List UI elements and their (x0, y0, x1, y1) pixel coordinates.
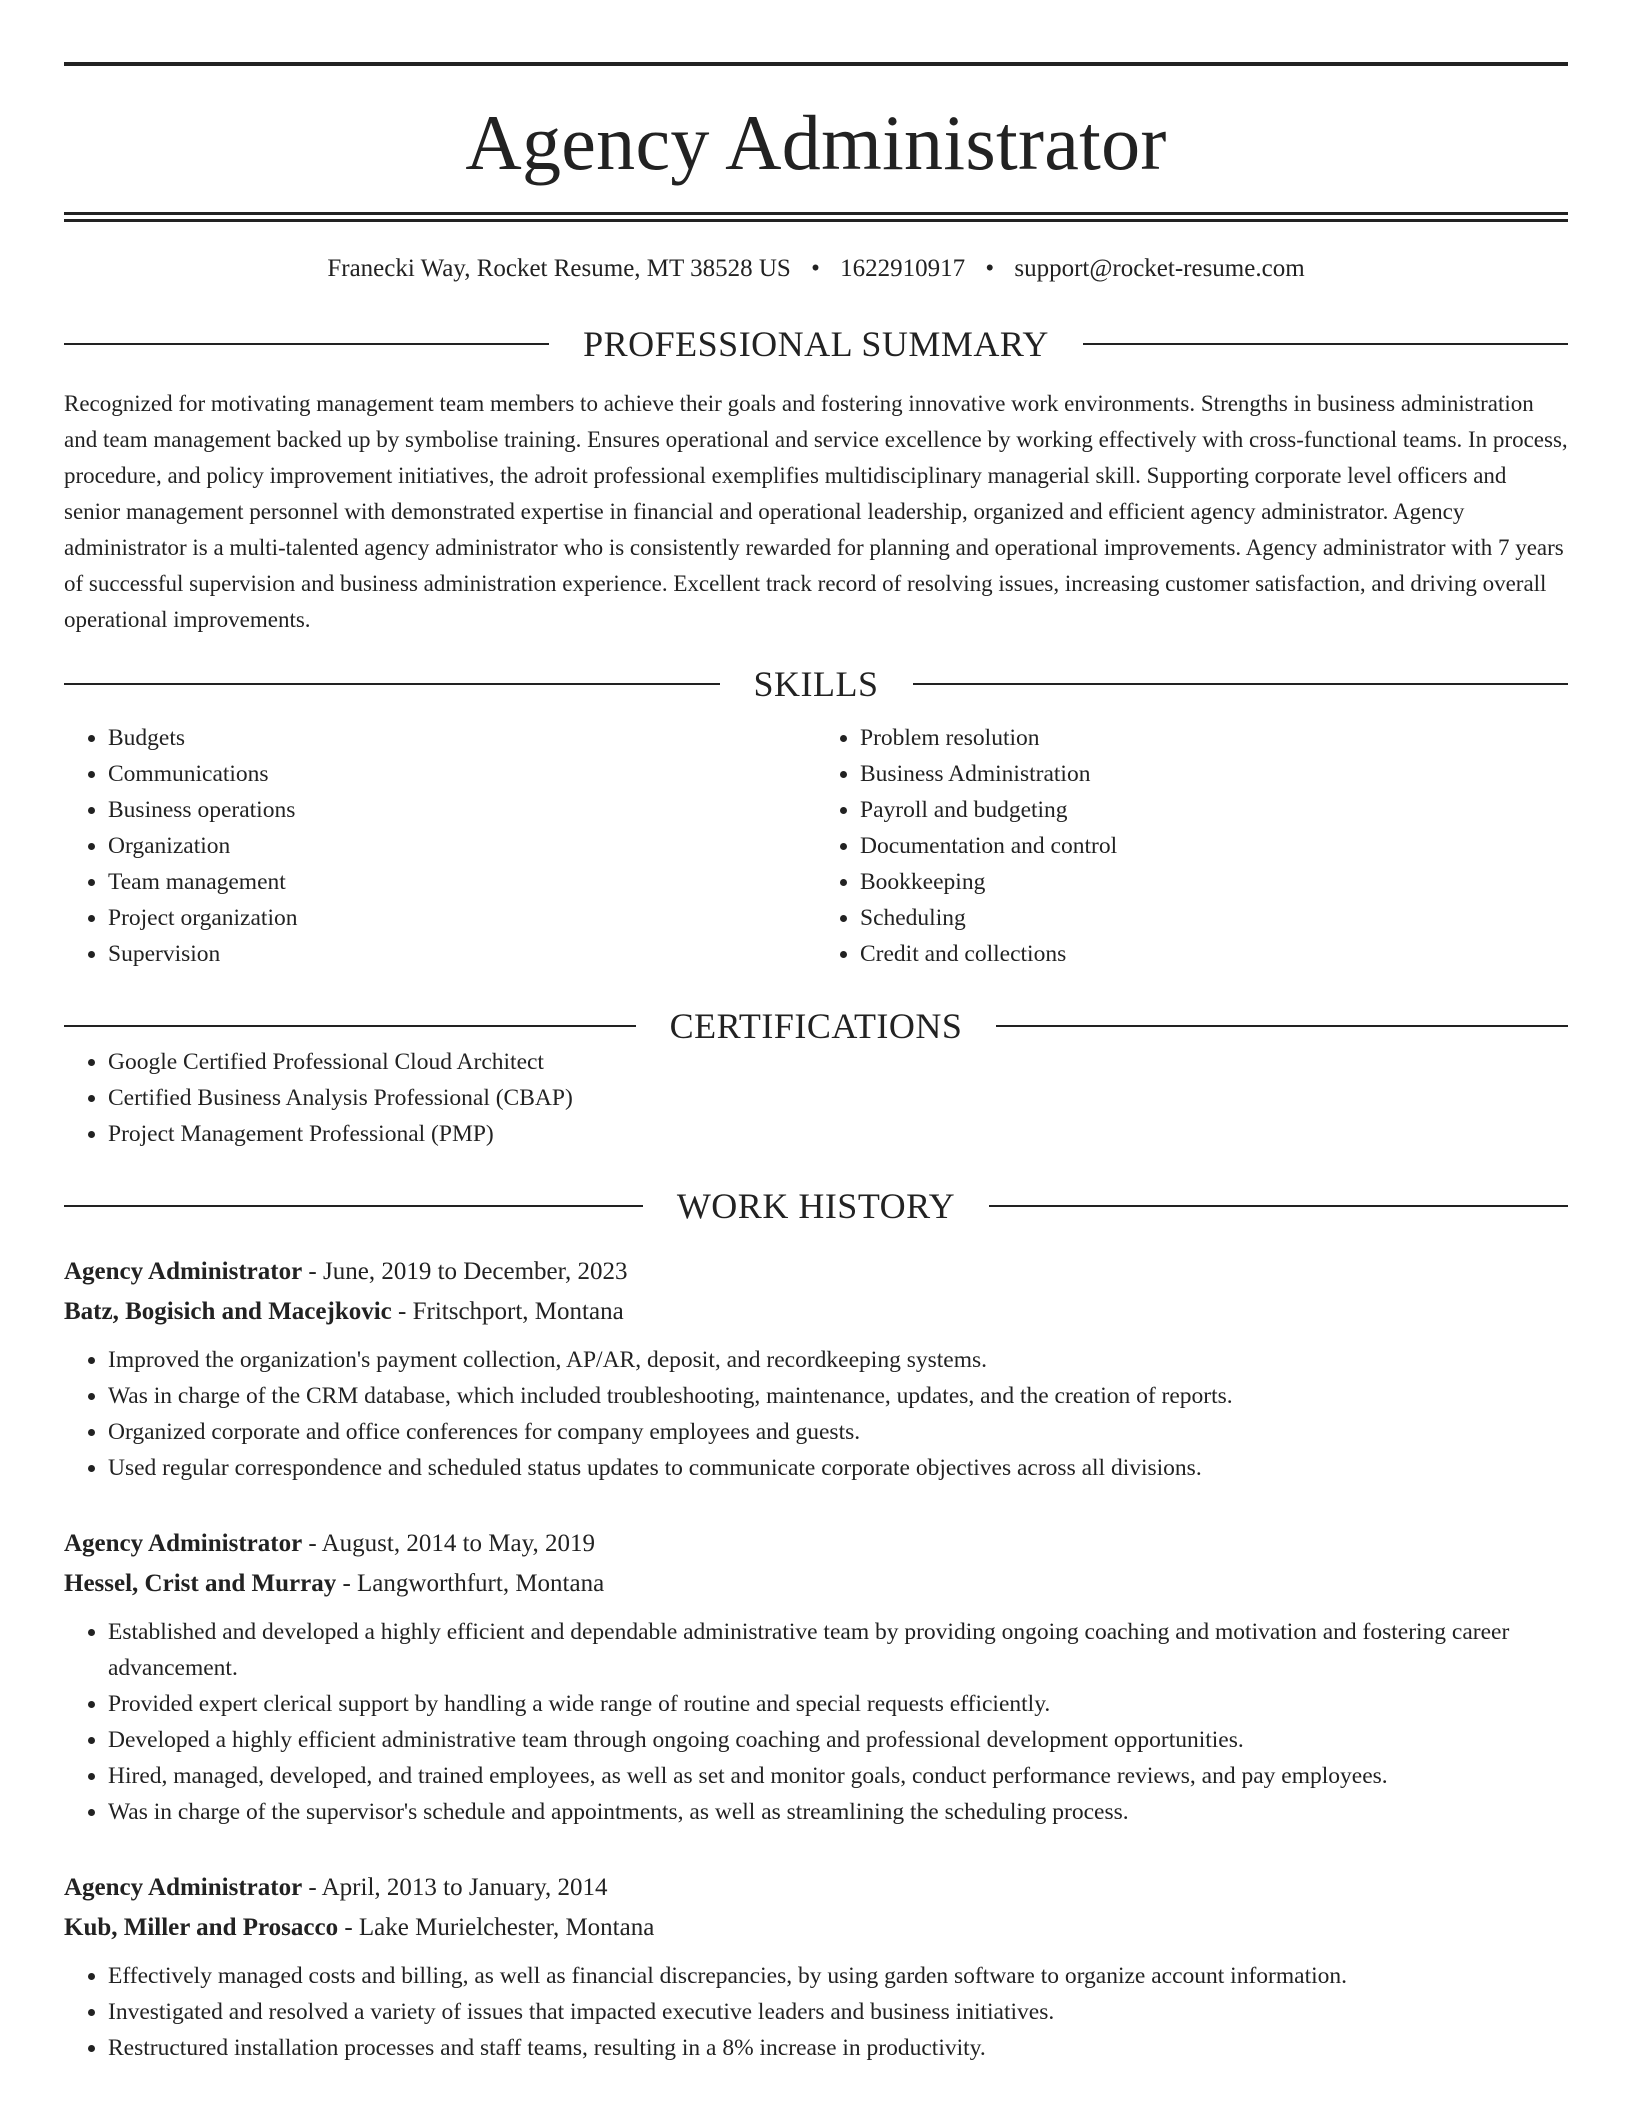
work-history-title: WORK HISTORY (676, 1186, 956, 1226)
contact-line (64, 254, 1568, 284)
job-role: Agency Administrator (64, 1530, 303, 1557)
job-bullet: • Established and developed a highly efficient and dependable administrative team by providing ongoing coaching and motivation and fostering career advancement. (108, 1614, 1568, 1686)
skills-list-right (816, 720, 1568, 972)
job-role: Agency Administrator (64, 1874, 303, 1901)
resume-name: Agency Administrator (465, 99, 1167, 186)
skill-item: • Payroll and budgeting (860, 792, 1568, 828)
top-rule (64, 62, 1568, 66)
contact-phone: 1622910917 (840, 255, 966, 282)
job-dates: - August, 2014 to May, 2019 (302, 1530, 595, 1557)
job-bullets (64, 1614, 1568, 1830)
heading-rule (996, 1025, 1568, 1027)
contact-separator: • (811, 255, 820, 282)
job-bullets (64, 1958, 1568, 2066)
job-company-line (64, 1908, 1568, 1948)
job-dates: - June, 2019 to December, 2023 (302, 1258, 628, 1285)
job-bullets (64, 1342, 1568, 1486)
skills-title: SKILLS (753, 664, 879, 704)
work-history-heading (64, 1188, 1568, 1224)
certification-item: • Project Management Professional (PMP) (108, 1116, 1568, 1152)
heading-rule (64, 343, 549, 345)
job-bullet: • Was in charge of the supervisor's schedule and appointments, as well as streamlining the scheduling process. (108, 1794, 1568, 1830)
contact-email: support@rocket-resume.com (1014, 255, 1305, 282)
job-bullet: • Was in charge of the CRM database, which included troubleshooting, maintenance, updates, and the creation of reports. (108, 1378, 1568, 1414)
contact-separator: • (985, 255, 995, 282)
certifications-list (64, 1044, 1568, 1152)
job-bullet: • Provided expert clerical support by handling a wide range of routine and special requests efficiently. (108, 1686, 1568, 1722)
job-bullet: • Developed a highly efficient administrative team through ongoing coaching and professional development opportunities. (108, 1722, 1568, 1758)
job-company: Batz, Bogisich and Macejkovic (64, 1298, 392, 1325)
skill-item: • Scheduling (860, 900, 1568, 936)
heading-rule (64, 683, 720, 685)
job-bullet: • Restructured installation processes and staff teams, resulting in a 8% increase in productivity. (108, 2030, 1568, 2066)
job-company: Kub, Miller and Prosacco (64, 1914, 339, 1941)
job-location: - Langworthfurt, Montana (336, 1570, 605, 1597)
certification-item: • Google Certified Professional Cloud Architect (108, 1044, 1568, 1080)
heading-rule (1083, 343, 1568, 345)
skill-item: • Problem resolution (860, 720, 1568, 756)
job-bullet: • Organized corporate and office conferences for company employees and guests. (108, 1414, 1568, 1450)
job-bullet: • Used regular correspondence and scheduled status updates to communicate corporate objectives across all divisions. (108, 1450, 1568, 1486)
skill-item: • Team management (108, 864, 816, 900)
job-bullet: • Investigated and resolved a variety of issues that impacted executive leaders and business initiatives. (108, 1994, 1568, 2030)
double-rule (64, 212, 1568, 222)
heading-rule (64, 1025, 636, 1027)
job-title-line (64, 1868, 1568, 1908)
skill-item: • Supervision (108, 936, 816, 972)
job-entry (64, 1524, 1568, 1830)
job-title-line (64, 1252, 1568, 1292)
job-company-line (64, 1292, 1568, 1332)
job-dates: - April, 2013 to January, 2014 (302, 1874, 608, 1901)
certification-item: • Certified Business Analysis Professional (CBAP) (108, 1080, 1568, 1116)
heading-rule (913, 683, 1569, 685)
heading-rule (64, 1205, 643, 1207)
skill-item: • Project organization (108, 900, 816, 936)
skill-item: • Organization (108, 828, 816, 864)
skill-item: • Communications (108, 756, 816, 792)
job-entry (64, 1252, 1568, 1486)
job-location: - Lake Murielchester, Montana (338, 1914, 655, 1941)
summary-heading (64, 326, 1568, 362)
job-location: - Fritschport, Montana (391, 1298, 624, 1325)
skill-item: • Business Administration (860, 756, 1568, 792)
job-title-line (64, 1524, 1568, 1564)
summary-title: PROFESSIONAL SUMMARY (583, 324, 1049, 364)
job-bullet: • Effectively managed costs and billing, as well as financial discrepancies, by using garden software to organize account information. (108, 1958, 1568, 1994)
job-role: Agency Administrator (64, 1258, 303, 1285)
job-company-line (64, 1564, 1568, 1604)
contact-address: Franecki Way, Rocket Resume, MT 38528 US (327, 255, 791, 282)
summary-text: Recognized for motivating management team members to achieve their goals and fostering innovative work environments. Strengths in business administration and team management backed up by symbolise training. Ensures operational and service excellence by working effectively with cross-functional teams. In process, procedure, and policy improvement initiatives, the adroit professional exemplifies multidisciplinary managerial skill. Supporting corporate level officers and senior management personnel with demonstrated expertise in financial and operational leadership, organized and efficient agency administrator. Agency administrator is a multi-talented agency administrator who is consistently rewarded for planning and operational improvements. Agency administrator with 7 years of successful supervision and business administration experience. Excellent track record of resolving issues, increasing customer satisfaction, and driving overall operational improvements. (64, 391, 1568, 632)
skills-columns (64, 720, 1568, 972)
skills-heading (64, 666, 1568, 702)
skill-item: • Documentation and control (860, 828, 1568, 864)
job-entry (64, 1868, 1568, 2066)
skill-item: • Budgets (108, 720, 816, 756)
job-bullet: • Hired, managed, developed, and trained employees, as well as set and monitor goals, conduct performance reviews, and pay employees. (108, 1758, 1568, 1794)
skill-item: • Business operations (108, 792, 816, 828)
skills-list-left (64, 720, 816, 972)
job-company: Hessel, Crist and Murray (64, 1570, 337, 1597)
certifications-heading (64, 1008, 1568, 1044)
heading-rule (989, 1205, 1568, 1207)
skill-item: • Credit and collections (860, 936, 1568, 972)
skill-item: • Bookkeeping (860, 864, 1568, 900)
certifications-title: CERTIFICATIONS (669, 1006, 963, 1046)
job-bullet: • Improved the organization's payment collection, AP/AR, deposit, and recordkeeping systems. (108, 1342, 1568, 1378)
